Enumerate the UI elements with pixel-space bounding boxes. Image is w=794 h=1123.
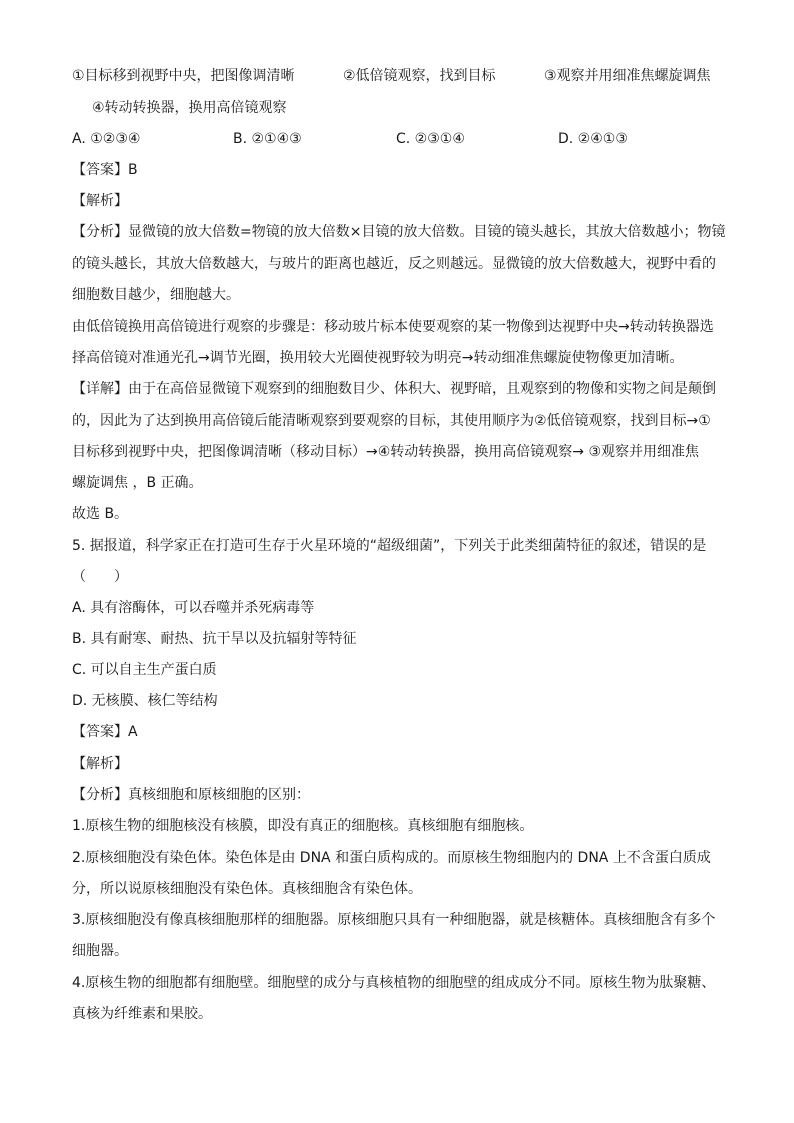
q4-answer: 【答案】B [72, 162, 138, 178]
q4-xiangjie-line-2: 的，因此为了达到换用高倍镜后能清晰观察到要观察的目标，其使用顺序为②低倍镜观察，找到目标→① [72, 413, 711, 429]
q5-fenxi-line-2: 1.原核生物的细胞核没有核膜，即没有真正的细胞核。真核细胞有细胞核。 [72, 818, 534, 834]
q5-answer: 【答案】A [72, 724, 138, 740]
q5-fenxi-line-5: 3.原核细胞没有像真核细胞那样的细胞器。原核细胞只具有一种细胞器，就是核糖体。真核细胞含有多个 [72, 912, 716, 928]
q5-fenxi-line-8: 真核为纤维素和果胶。 [72, 1006, 212, 1022]
q4-analysis-tag: 【解析】 [72, 193, 128, 209]
q4-option-d: D. ②④①③ [558, 131, 628, 147]
q5-fenxi-line-1: 【分析】真核细胞和原核细胞的区别： [72, 787, 310, 803]
q4-fenxi-line-5: 择高倍镜对准通光孔→调节光圈，换用较大光圈使视野较为明亮→转动细准焦螺旋使物像更加清晰。 [72, 350, 684, 366]
q4-option-c: C. ②③①④ [396, 131, 465, 147]
q4-option-a: A. ①②③④ [72, 131, 141, 147]
q4-xiangjie-line-4: 螺旋调焦 ，B 正确。 [72, 475, 203, 491]
q4-conclusion: 故选 B。 [72, 506, 129, 522]
q4-fenxi-line-3: 细胞数目越少，细胞越大。 [72, 287, 240, 303]
q5-option-a: A. 具有溶酶体，可以吞噬并杀死病毒等 [72, 600, 315, 616]
step-3-text: ③观察并用细准焦螺旋调焦 [544, 68, 711, 84]
q4-xiangjie-line-3: 目标移到视野中央，把图像调清晰（移动目标）→④转动转换器，换用高倍镜观察→ ③观察并用细准焦 [72, 444, 700, 460]
q5-analysis-tag: 【解析】 [72, 756, 128, 772]
q4-fenxi-line-1: 【分析】显微镜的放大倍数=物镜的放大倍数×目镜的放大倍数。目镜的镜头越长，其放大倍数越小；物镜 [72, 224, 726, 240]
q5-fenxi-line-3: 2.原核细胞没有染色体。染色体是由 DNA 和蛋白质构成的。而原核生物细胞内的 DNA 上不含蛋白质成 [72, 850, 711, 866]
q5-fenxi-line-6: 细胞器。 [72, 943, 128, 959]
q5-stem-line-1: 5. 据报道，科学家正在打造可生存于火星环境的“超级细菌”，下列关于此类细菌特征的叙述，错误的是 [72, 538, 707, 554]
q4-fenxi-line-2: 的镜头越长，其放大倍数越大，与玻片的距离也越近，反之则越远。显微镜的放大倍数越大，视野中看的 [72, 256, 716, 272]
q4-xiangjie-line-1: 【详解】由于在高倍显微镜下观察到的细胞数目少、体积大、视野暗，且观察到的物像和实物之间是颠倒 [72, 381, 716, 397]
q5-option-c: C. 可以自主生产蛋白质 [72, 662, 217, 678]
q5-option-d: D. 无核膜、核仁等结构 [72, 693, 218, 709]
q5-stem-line-2: （ ） [72, 569, 128, 585]
q4-option-b: B. ②①④③ [233, 131, 302, 147]
q5-fenxi-line-4: 分，所以说原核细胞没有染色体。真核细胞含有染色体。 [72, 881, 422, 897]
q5-option-b: B. 具有耐寒、耐热、抗干旱以及抗辐射等特征 [72, 631, 357, 647]
step-1-text: ①目标移到视野中央，把图像调清晰 [72, 68, 295, 84]
q4-fenxi-line-4: 由低倍镜换用高倍镜进行观察的步骤是：移动玻片标本使要观察的某一物像到达视野中央→转动转换器选 [72, 319, 714, 335]
step-4-text: ④转动转换器，换用高倍镜观察 [92, 100, 287, 116]
step-2-text: ②低倍镜观察，找到目标 [343, 68, 496, 84]
q5-fenxi-line-7: 4.原核生物的细胞都有细胞壁。细胞壁的成分与真核植物的细胞壁的组成成分不同。原核生物为肽聚糖、 [72, 975, 716, 991]
